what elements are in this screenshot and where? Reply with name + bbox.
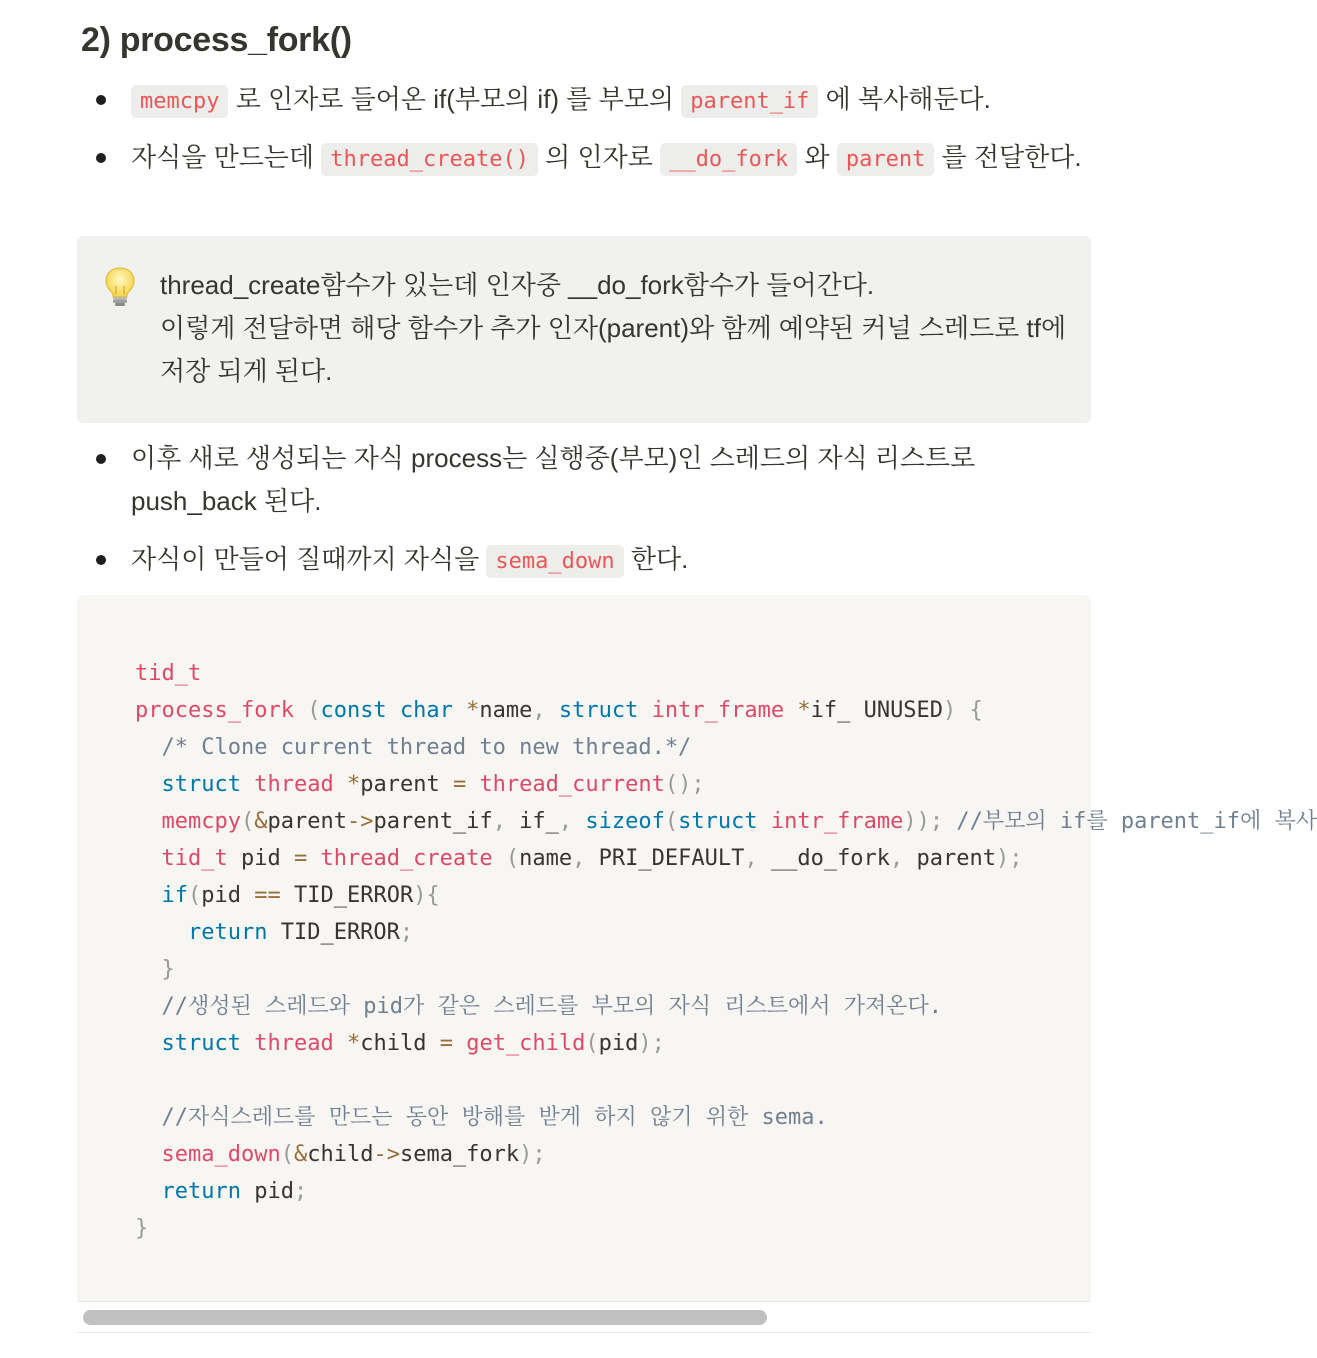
- code-token: pid: [201, 883, 255, 908]
- code-line: [135, 692, 1317, 729]
- code-token: {: [969, 698, 983, 723]
- code-content: [135, 655, 1317, 1247]
- code-token: ): [943, 698, 957, 723]
- code-token: [334, 772, 347, 797]
- code-line: [135, 914, 1317, 951]
- code-token: ){: [413, 883, 440, 908]
- code-token: );: [996, 846, 1023, 871]
- code-line: [135, 729, 1317, 766]
- code-token: if_: [505, 809, 559, 834]
- text-run: 로 인자로 들어온 if(부모의 if) 를 부모의: [228, 84, 682, 114]
- list-item-text: [131, 538, 1091, 583]
- code-token: [135, 1179, 162, 1204]
- code-token: TID_ERROR: [267, 920, 400, 945]
- code-token: if: [161, 883, 188, 908]
- code-token: [135, 1105, 162, 1130]
- code-token: return: [187, 920, 268, 945]
- code-token: [241, 772, 254, 797]
- code-token: tid_t: [135, 661, 202, 686]
- code-token: [784, 698, 797, 723]
- code-token: ));: [903, 809, 944, 834]
- text-run: 의 인자로: [537, 142, 661, 172]
- code-token: parent: [360, 772, 453, 797]
- code-token: child: [307, 1142, 374, 1167]
- code-token: pid: [227, 846, 294, 871]
- code-token: const: [320, 698, 387, 723]
- code-token: name: [519, 846, 573, 871]
- code-token: (: [280, 1142, 294, 1167]
- code-token: [294, 698, 307, 723]
- code-line: [135, 1025, 1317, 1062]
- code-token: [135, 994, 162, 1019]
- code-token: [135, 809, 162, 834]
- code-line: [135, 1099, 1317, 1136]
- inline-code: parent_if: [681, 85, 818, 118]
- code-token: struct: [678, 809, 758, 834]
- code-token: [956, 698, 969, 723]
- code-token: [241, 1031, 254, 1056]
- code-token: pid: [598, 1031, 639, 1056]
- callout-text: [160, 264, 1070, 393]
- inline-code: __do_fork: [660, 143, 797, 176]
- list-item-text: [131, 136, 1091, 181]
- inline-code: sema_down: [486, 545, 623, 578]
- code-token: [546, 698, 559, 723]
- inline-code: memcpy: [131, 85, 228, 118]
- code-line: [135, 1062, 1317, 1099]
- code-token: tid_t: [161, 846, 228, 871]
- callout-line: thread_create함수가 있는데 인자중 __do_fork함수가 들어간다.: [160, 270, 875, 300]
- code-token: //생성된 스레드와 pid가 같은 스레드를 부모의 자식 리스트에서 가져온다.: [161, 994, 942, 1019]
- code-token: char: [399, 698, 453, 723]
- code-line: [135, 877, 1317, 914]
- list-item-text: [131, 78, 1091, 123]
- code-token: struct: [161, 772, 241, 797]
- code-token: [493, 846, 506, 871]
- code-token: *: [797, 698, 811, 723]
- code-token: /* Clone current thread to new thread.*/: [161, 735, 692, 760]
- code-token: [307, 846, 320, 871]
- code-token: name: [479, 698, 533, 723]
- code-line: [135, 988, 1317, 1025]
- code-token: [135, 735, 162, 760]
- code-line: [135, 803, 1317, 840]
- code-token: *: [466, 698, 480, 723]
- bullet-dot: [96, 95, 106, 105]
- code-token: );: [519, 1142, 546, 1167]
- code-token: (: [585, 1031, 599, 1056]
- code-token: &: [293, 1142, 308, 1167]
- code-token: (: [307, 698, 321, 723]
- code-token: get_child: [466, 1031, 586, 1056]
- code-token: *: [346, 1031, 361, 1056]
- code-token: [453, 698, 466, 723]
- code-token: (: [240, 809, 255, 834]
- code-token: sizeof: [585, 809, 665, 834]
- code-token: ->: [373, 1142, 400, 1167]
- horizontal-scrollbar[interactable]: [77, 1301, 1091, 1333]
- code-token: (: [188, 883, 202, 908]
- code-token: ,: [572, 846, 586, 871]
- code-token: intr_frame: [651, 698, 785, 723]
- code-token: sema_fork: [399, 1142, 520, 1167]
- text-run: 에 복사해둔다.: [818, 84, 991, 114]
- inline-code: parent: [837, 143, 934, 176]
- code-token: [135, 1142, 162, 1167]
- code-token: parent: [903, 846, 997, 871]
- code-token: ,: [744, 846, 758, 871]
- code-line: [135, 1136, 1317, 1173]
- callout-line: 이렇게 전달하면 해당 함수가 추가 인자(parent)와 함께 예약된 커널 스레드로 tf에 저장 되게 된다.: [160, 313, 1067, 386]
- code-token: [135, 772, 162, 797]
- text-run: 한다.: [623, 544, 689, 574]
- code-token: =: [452, 772, 467, 797]
- code-token: thread: [254, 1031, 334, 1056]
- code-token: child: [360, 1031, 440, 1056]
- code-token: PRI_DEFAULT: [585, 846, 745, 871]
- code-token: *: [346, 772, 361, 797]
- code-token: [466, 772, 479, 797]
- code-token: TID_ERROR: [280, 883, 414, 908]
- code-token: [135, 920, 188, 945]
- code-token: ->: [346, 809, 374, 834]
- lightbulb-icon: [103, 266, 137, 308]
- code-token: ==: [254, 883, 281, 908]
- list-item-text: [131, 437, 1011, 523]
- code-token: [453, 1031, 466, 1056]
- code-token: );: [638, 1031, 665, 1056]
- code-line: [135, 1210, 1317, 1247]
- code-token: [135, 1031, 162, 1056]
- code-token: &: [254, 809, 268, 834]
- code-token: [135, 957, 162, 982]
- code-line: [135, 766, 1317, 803]
- callout: [77, 236, 1091, 423]
- code-token: struct: [558, 698, 639, 723]
- code-line: [135, 951, 1317, 988]
- bullet-dot: [96, 555, 106, 565]
- inline-code: thread_create(): [321, 143, 538, 176]
- code-token: [135, 883, 162, 908]
- code-token: [387, 698, 400, 723]
- code-token: thread_current: [479, 772, 665, 797]
- text-run: 자식이 만들어 질때까지 자식을: [131, 544, 487, 574]
- code-token: =: [293, 846, 308, 871]
- code-token: }: [135, 1216, 149, 1241]
- code-token: ;: [399, 920, 414, 945]
- code-token: process_fork: [135, 698, 294, 723]
- scrollbar-thumb[interactable]: [83, 1310, 767, 1325]
- code-token: (: [505, 846, 520, 871]
- code-token: ;: [293, 1179, 308, 1204]
- code-token: ();: [664, 772, 705, 797]
- code-token: intr_frame: [770, 809, 904, 834]
- code-token: [572, 809, 585, 834]
- code-token: //자식스레드를 만드는 동안 방해를 받게 하지 않기 위한 sema.: [161, 1105, 828, 1130]
- code-token: ,: [890, 846, 904, 871]
- text-run: 자식을 만드는데: [131, 142, 322, 172]
- bullet-dot: [96, 153, 106, 163]
- code-token: [638, 698, 651, 723]
- code-token: thread: [254, 772, 334, 797]
- code-token: struct: [161, 1031, 241, 1056]
- code-token: ,: [558, 809, 573, 834]
- code-token: }: [161, 957, 175, 982]
- text-run: 를 전달한다.: [934, 142, 1082, 172]
- code-line: [135, 655, 1317, 692]
- code-token: memcpy: [161, 809, 241, 834]
- code-token: parent: [267, 809, 347, 834]
- code-token: sema_down: [161, 1142, 281, 1167]
- code-token: return: [161, 1179, 241, 1204]
- code-token: ,: [532, 698, 546, 723]
- code-token: __do_fork: [757, 846, 891, 871]
- code-line: [135, 840, 1317, 877]
- code-token: ,: [492, 809, 506, 834]
- text-run: 이후 새로 생성되는 자식 process는 실행중(부모)인 스레드의 자식 리스트로 push_back 된다.: [131, 443, 976, 516]
- code-token: thread_create: [320, 846, 493, 871]
- section-heading: 2) process_fork(): [81, 21, 352, 59]
- code-token: [334, 1031, 347, 1056]
- code-line: [135, 1173, 1317, 1210]
- code-token: [758, 809, 771, 834]
- code-block[interactable]: [77, 595, 1317, 1301]
- code-token: [943, 809, 956, 834]
- code-token: (: [664, 809, 679, 834]
- code-token: parent_if: [373, 809, 493, 834]
- code-token: //부모의 if를 parent_if에 복사: [956, 809, 1317, 834]
- code-token: =: [439, 1031, 453, 1056]
- bullet-dot: [96, 454, 106, 464]
- code-token: [135, 846, 162, 871]
- code-token: pid: [240, 1179, 294, 1204]
- code-token: if_ UNUSED: [810, 698, 944, 723]
- text-run: 와: [797, 142, 837, 172]
